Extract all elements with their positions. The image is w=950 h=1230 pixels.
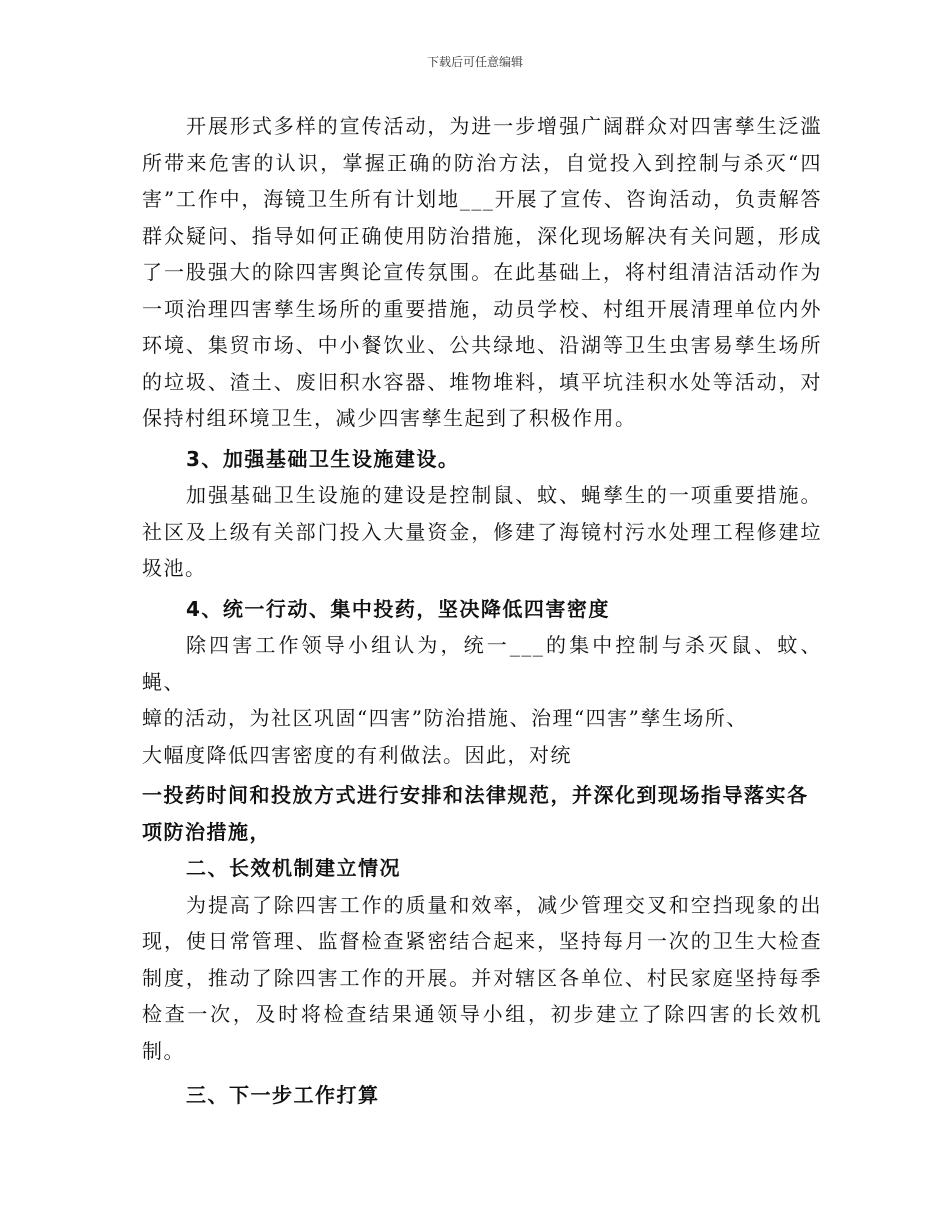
- heading-infrastructure: 3、加强基础卫生设施建设。: [186, 446, 460, 471]
- heading-next-steps: 三、下一步工作打算: [186, 1083, 380, 1107]
- paragraph-infrastructure: 加强基础卫生设施的建设是控制鼠、蚊、蝇孳生的一项重要措施。社区及上级有关部门投入大量资金，修建了海镜村污水处理工程修建垃圾池。: [142, 483, 822, 580]
- paragraph-unified-action-line2: 蟑的活动，为社区巩固“四害”防治措施、治理“四害”孳生场所、: [142, 706, 748, 730]
- paragraph-long-term-mechanism: 为提高了除四害工作的质量和效率，减少管理交叉和空挡现象的出现，使日常管理、监督检查紧密结合起来，坚持每月一次的卫生大检查制度，推动了除四害工作的开展。并对辖区各单位、村民家庭坚持每季检查一次，及时将检查结果通领导小组，初步建立了除四害的长效机制。: [142, 892, 822, 1063]
- document-body: [142, 108, 822, 1114]
- paragraph-unified-action-line3: 大幅度降低四害密度的有利做法。因此，对统: [142, 742, 572, 767]
- paragraph-unified-action-bold: 一投药时间和投放方式进行安排和法律规范，并深化到现场指导落实各项防治措施，: [142, 783, 809, 844]
- heading-long-term-mechanism: 二、长效机制建立情况: [186, 856, 401, 880]
- heading-unified-action: 4、统一行动、集中投药，坚决降低四害密度: [186, 596, 610, 621]
- paragraph-unified-action-line1: 除四害工作领导小组认为，统一___的集中控制与杀灭鼠、蚊、蝇、: [142, 633, 822, 694]
- paragraph-publicity: 开展形式多样的宣传活动，为进一步增强广阔群众对四害孳生泛滥所带来危害的认识，掌握正确的防治方法，自觉投入到控制与杀灭“四害”工作中，海镜卫生所有计划地___开展了宣传、咨询活动，负责解答群众疑问、指导如何正确使用防治措施，深化现场解决有关问题，形成了一股强大的除四害舆论宣传氛围。在此基础上，将村组清洁活动作为一项治理四害孳生场所的重要措施，动员学校、村组开展清理单位内外环境、集贸市场、中小餐饮业、公共绿地、沿湖等卫生虫害易孳生场所的垃圾、渣土、废旧积水容器、堆物堆料，填平坑洼积水处等活动，对保持村组环境卫生，减少四害孳生起到了积极作用。: [142, 114, 822, 430]
- page-header: 下载后可任意编辑: [426, 55, 523, 69]
